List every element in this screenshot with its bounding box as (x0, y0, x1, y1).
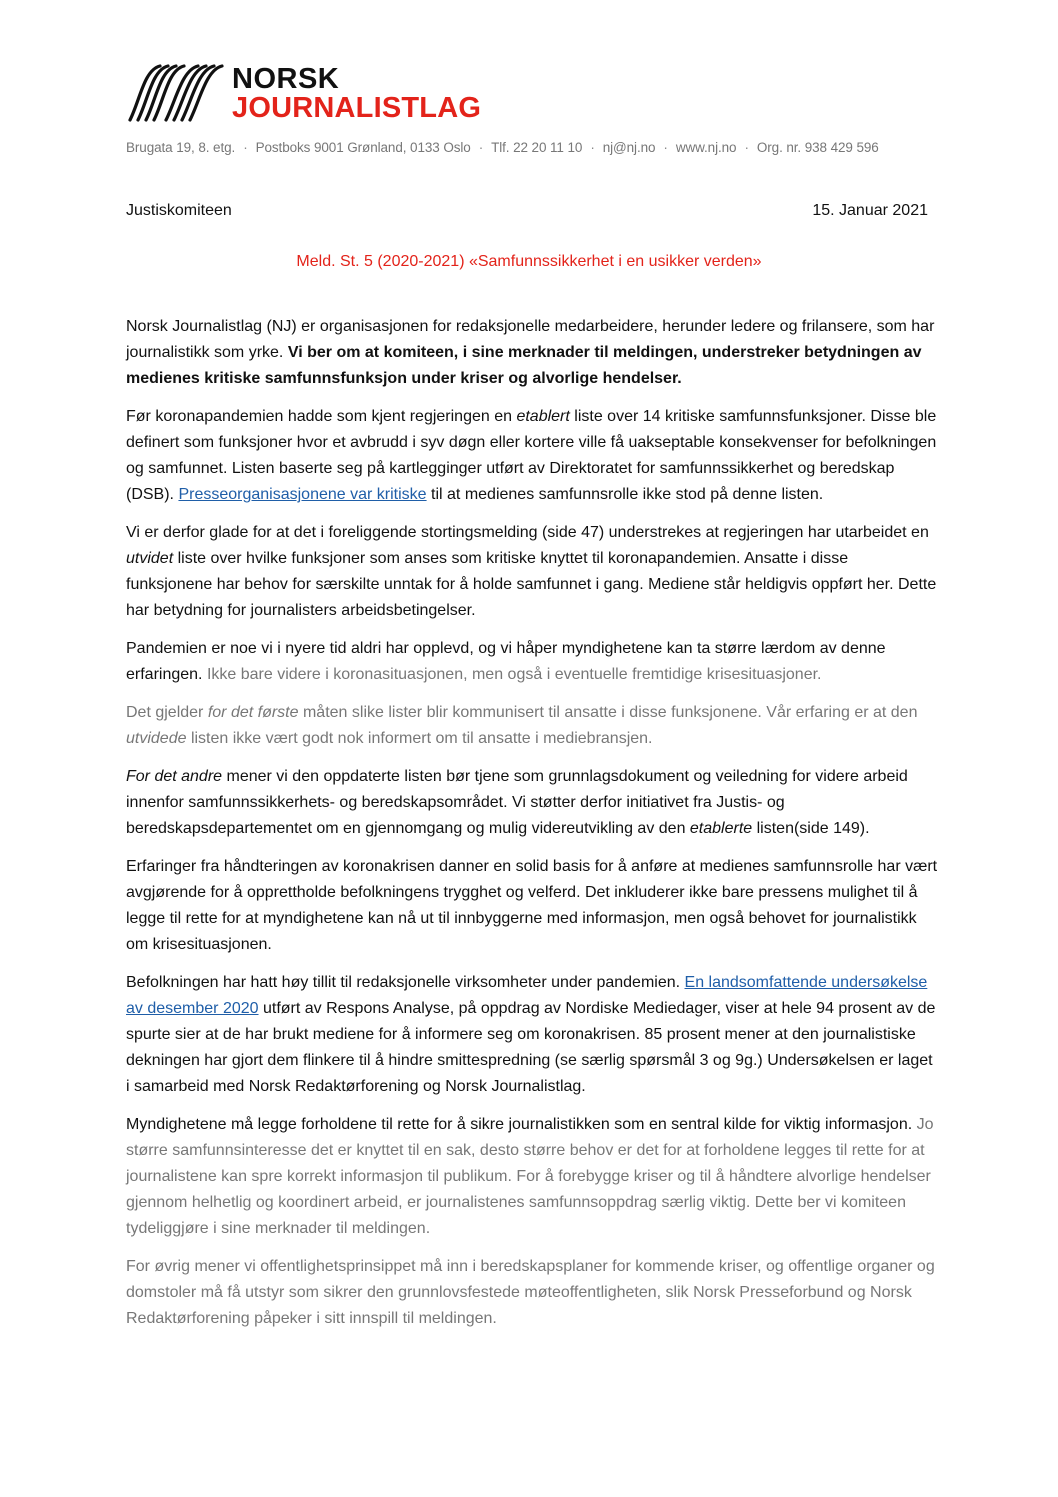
contact-orgnr: Org. nr. 938 429 596 (756, 140, 879, 155)
presseorganisasjonene-link[interactable]: Presseorganisasjonene var kritiske (178, 486, 427, 503)
letterhead-logo (126, 60, 482, 126)
org-name-line2: JOURNALISTLAG (232, 92, 482, 124)
contact-phone: Tlf. 22 20 11 10 (491, 140, 583, 155)
separator-dot-icon: · (478, 140, 484, 155)
undersokelse-link[interactable]: En landsomfattende undersøkelse av desember 2020 (126, 974, 928, 1017)
recipient: Justiskomiteen (126, 202, 232, 219)
paragraph-text: liste over 14 kritiske samfunnsfunksjoner. Disse ble definert som funksjoner hvor et avbrudd i syv døgn eller kortere ville få uakseptable konsekvenser for befolkningen og samfunnet. Listen baserte seg på kartlegginger utført av Direktoratet for samfunnssikkerhet og beredskap (DSB). (126, 408, 937, 503)
nj-wave-logo-icon (126, 60, 226, 124)
paragraph-italic: utvidet (126, 550, 174, 567)
paragraph-text: Før koronapandemien hadde som kjent regjeringen en (126, 408, 517, 425)
paragraph-text: Myndighetene må legge forholdene til rette for å sikre journalistikken som en sentral kilde for viktig informasjon. (126, 1116, 917, 1133)
paragraph-1 (126, 314, 938, 392)
contact-postbox: Postboks 9001 Grønland, 0133 Oslo (255, 140, 471, 155)
paragraph-italic: etablerte (689, 820, 753, 837)
letter-body (126, 314, 938, 1344)
document-title: Meld. St. 5 (2020-2021) «Samfunnssikkerhet i en usikker verden» (296, 253, 762, 270)
paragraph-4 (126, 636, 938, 688)
paragraph-text: Pandemien er noe vi i nyere tid aldri har opplevd, og vi håper myndighetene kan ta større lærdom av denne erfaringen. (126, 640, 886, 683)
separator-dot-icon: · (744, 140, 749, 155)
paragraph-2 (126, 404, 938, 508)
org-name-line1: NORSK (232, 63, 340, 95)
paragraph-text: For øvrig mener vi offentlighetsprinsippet må inn i beredskapsplaner for kommende kriser, og offentlige organer og domstoler må få utstyr som sikrer den grunnlovsfestede møteoffentligheten, slik Norsk Presseforbund og Norsk Redaktørforening påpeker i sitt innspill til meldingen. (126, 1258, 935, 1327)
paragraph-italic: utvidede (126, 730, 187, 747)
contact-email[interactable]: nj@nj.no (602, 140, 656, 155)
contact-line (126, 140, 926, 155)
contact-web[interactable]: www.nj.no (675, 140, 737, 155)
separator-dot-icon: · (590, 140, 595, 155)
paragraph-text: Vi er derfor glade for at det i foreliggende stortingsmelding (side 47) understrekes at regjeringen har utarbeidet en (126, 524, 929, 541)
paragraph-text: utført av Respons Analyse, på oppdrag av Nordiske Mediedager, viser at hele 94 prosent av de spurte sier at de har brukt mediene for å informere seg om koronakrisen. 85 prosent mener at den journalistiske dekningen har gjort dem flinkere til å hindre smittespredning (se særlig spørsmål 3 og 9g.) Undersøkelsen er laget i samarbeid med Norsk Redaktørforening og Norsk Journalistlag. (126, 1000, 936, 1095)
paragraph-emphasis: Vi ber om at komiteen, i sine merknader til meldingen, understreker betydningen av medienes kritiske samfunnsfunksjon under kriser og alvorlige hendelser. (126, 344, 922, 387)
paragraph-text: mener vi den oppdaterte listen bør tjene som grunnlagsdokument og veiledning for videre arbeid innenfor samfunnssikkerhets- og beredskapsområdet. Vi støtter derfor initiativet fra Justis- og beredskapsdepartementet om en gjennomgang og mulig videreutvikling av den (126, 768, 908, 837)
paragraph-text: liste over hvilke funksjoner som anses som kritiske knyttet til koronapandemien. Ansatte i disse funksjonene har behov for særskilte unntak for å holde samfunnet i gang. Mediene står heldigvis oppført her. Dette har betydning for journalisters arbeidsbetingelser. (126, 550, 937, 619)
paragraph-text: Befolkningen har hatt høy tillit til redaksjonelle virksomheter under pandemien. (126, 974, 685, 991)
paragraph-9 (126, 1112, 938, 1242)
paragraph-3 (126, 520, 938, 624)
paragraph-gray-text: Ikke bare videre i koronasituasjonen, men også i eventuelle fremtidige krisesituasjoner. (206, 666, 822, 683)
paragraph-10 (126, 1254, 938, 1332)
paragraph-6 (126, 764, 938, 842)
paragraph-text: måten slike lister blir kommunisert til ansatte i disse funksjonene. Vår erfaring er at den (298, 704, 918, 721)
paragraph-italic: for det første (207, 704, 299, 721)
separator-dot-icon: · (243, 140, 248, 155)
separator-dot-icon: · (663, 140, 668, 155)
paragraph-5 (126, 700, 938, 752)
paragraph-8 (126, 970, 938, 1100)
paragraph-italic: For det andre (126, 768, 223, 785)
letter-date: 15. Januar 2021 (812, 202, 928, 219)
paragraph-text: Erfaringer fra håndteringen av koronakrisen danner en solid basis for å anføre at medienes samfunnsrolle har vært avgjørende for å opprettholde befolkningens trygghet og velferd. Det inkluderer ikke bare pressens mulighet til å legge til rette for at myndighetene kan nå ut til innbyggerne med informasjon, men også behovet for journalistikk om krisesituasjonen. (126, 858, 938, 953)
paragraph-text: listen ikke vært godt nok informert om til ansatte i mediebransjen. (186, 730, 653, 747)
paragraph-gray-text: Jo større samfunnsinteresse det er knyttet til en sak, desto større behov er det for at forholdene legges til rette for at journalistene kan spre korrekt informasjon til publikum. For å forebygge kriser og til å håndtere alvorlige hendelser gjennom helhetlig og koordinert arbeid, er journalistenes samfunnsoppdrag særlig viktig. Dette ber vi komiteen tydeliggjøre i sine merknader til meldingen. (126, 1116, 934, 1237)
paragraph-7 (126, 854, 938, 958)
paragraph-text: listen(side 149). (752, 820, 870, 837)
paragraph-text: Norsk Journalistlag (NJ) er organisasjonen for redaksjonelle medarbeidere, herunder ledere og frilansere, som har journalistikk som yrke. (126, 318, 935, 361)
paragraph-text: Det gjelder (126, 704, 208, 721)
contact-address: Brugata 19, 8. etg. (126, 140, 236, 155)
paragraph-italic: etablert (516, 408, 570, 425)
paragraph-text: til at medienes samfunnsrolle ikke stod på denne listen. (426, 486, 824, 503)
